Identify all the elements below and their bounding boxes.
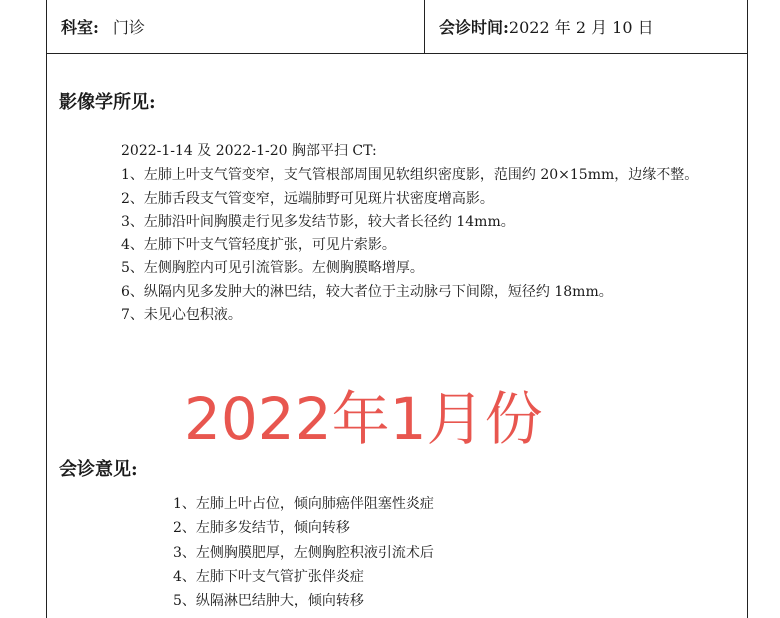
imaging-findings-title: 影像学所见: <box>59 92 156 113</box>
department-value: 门诊 <box>112 18 145 37</box>
opinion-item: 2、左肺多发结节，倾向转移 <box>173 520 350 537</box>
finding-item: 4、左肺下叶支气管轻度扩张，可见片索影。 <box>121 237 396 254</box>
consultation-opinion-body <box>173 492 434 613</box>
consultation-time-label: 会诊时间: <box>439 18 509 37</box>
finding-item: 5、左侧胸腔内可见引流管影。左侧胸膜略增厚。 <box>121 260 424 277</box>
finding-item: 6、纵隔内见多发肿大的淋巴结，较大者位于主动脉弓下间隙，短径约 18mm。 <box>121 283 613 300</box>
finding-item: 2、左肺舌段支气管变窄，远端肺野可见斑片状密度增高影。 <box>121 190 494 207</box>
opinion-item: 1、左肺上叶占位，倾向肺癌伴阻塞性炎症 <box>173 496 434 512</box>
consultation-time-cell <box>439 15 654 38</box>
opinion-item: 3、左侧胸膜肥厚，左侧胸腔积液引流术后 <box>173 544 434 561</box>
finding-item: 7、未见心包积液。 <box>121 307 242 324</box>
department-label: 科室: <box>61 18 99 37</box>
opinion-item: 5、纵隔淋巴结肿大，倾向转移 <box>173 593 364 610</box>
imaging-findings-body <box>121 140 731 327</box>
header-divider <box>424 0 425 54</box>
date-annotation-overlay: 2022年1月份 <box>184 385 543 453</box>
opinion-item: 4、左肺下叶支气管扩张伴炎症 <box>173 568 364 585</box>
consultation-opinion-title: 会诊意见: <box>59 459 138 480</box>
finding-item: 1、左肺上叶支气管变窄，支气管根部周围见软组织密度影，范围约 20×15mm，边缘不整。 <box>121 167 699 184</box>
report-header-row <box>47 0 747 54</box>
consultation-time-value: 2022 年 2 月 10 日 <box>508 18 654 37</box>
exam-description: 2022-1-14 及 2022-1-20 胸部平扫 CT: <box>121 143 377 159</box>
department-cell <box>61 15 145 38</box>
consultation-report-sheet <box>46 0 748 618</box>
finding-item: 3、左肺沿叶间胸膜走行见多发结节影，较大者长径约 14mm。 <box>121 213 515 230</box>
